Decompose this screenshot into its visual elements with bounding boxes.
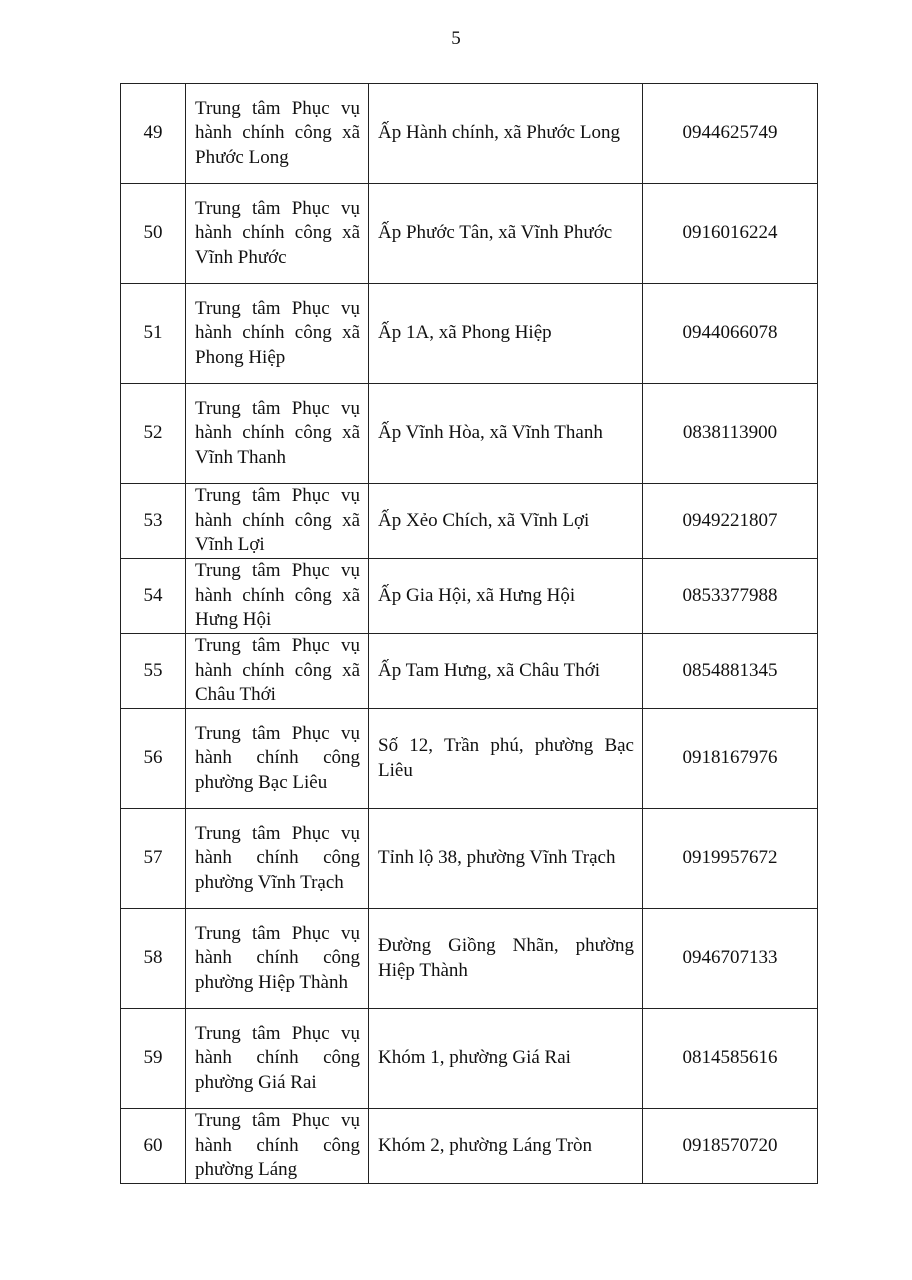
center-name: Trung tâm Phục vụ hành chính công xã Châu Thới	[186, 634, 369, 709]
center-address: Tỉnh lộ 38, phường Vĩnh Trạch	[369, 809, 643, 909]
table-row	[121, 634, 818, 709]
center-name: Trung tâm Phục vụ hành chính công xã Vĩnh Lợi	[186, 484, 369, 559]
center-name: Trung tâm Phục vụ hành chính công xã Vĩnh Thanh	[186, 384, 369, 484]
center-phone: 0814585616	[643, 1009, 818, 1109]
table-row	[121, 284, 818, 384]
center-phone: 0919957672	[643, 809, 818, 909]
center-address: Ấp Tam Hưng, xã Châu Thới	[369, 634, 643, 709]
row-number: 52	[121, 384, 186, 484]
row-number: 51	[121, 284, 186, 384]
center-name: Trung tâm Phục vụ hành chính công phường Láng	[186, 1109, 369, 1184]
table-row	[121, 1009, 818, 1109]
row-number: 55	[121, 634, 186, 709]
center-address: Ấp 1A, xã Phong Hiệp	[369, 284, 643, 384]
center-phone: 0838113900	[643, 384, 818, 484]
center-phone: 0944625749	[643, 84, 818, 184]
center-address: Ấp Vĩnh Hòa, xã Vĩnh Thanh	[369, 384, 643, 484]
center-address: Ấp Hành chính, xã Phước Long	[369, 84, 643, 184]
table-row	[121, 709, 818, 809]
center-phone: 0853377988	[643, 559, 818, 634]
row-number: 57	[121, 809, 186, 909]
center-name: Trung tâm Phục vụ hành chính công phường Hiệp Thành	[186, 909, 369, 1009]
page-number: 5	[451, 28, 461, 49]
center-phone: 0916016224	[643, 184, 818, 284]
center-name: Trung tâm Phục vụ hành chính công phường Giá Rai	[186, 1009, 369, 1109]
center-name: Trung tâm Phục vụ hành chính công xã Vĩnh Phước	[186, 184, 369, 284]
row-number: 53	[121, 484, 186, 559]
center-address: Ấp Xẻo Chích, xã Vĩnh Lợi	[369, 484, 643, 559]
center-address: Đường Giồng Nhãn, phường Hiệp Thành	[369, 909, 643, 1009]
center-name: Trung tâm Phục vụ hành chính công phường Vĩnh Trạch	[186, 809, 369, 909]
table-row	[121, 809, 818, 909]
center-address: Ấp Phước Tân, xã Vĩnh Phước	[369, 184, 643, 284]
center-phone: 0918167976	[643, 709, 818, 809]
row-number: 54	[121, 559, 186, 634]
center-phone: 0918570720	[643, 1109, 818, 1184]
center-phone: 0944066078	[643, 284, 818, 384]
center-name: Trung tâm Phục vụ hành chính công xã Phước Long	[186, 84, 369, 184]
center-phone: 0949221807	[643, 484, 818, 559]
row-number: 56	[121, 709, 186, 809]
row-number: 58	[121, 909, 186, 1009]
row-number: 59	[121, 1009, 186, 1109]
table-row	[121, 484, 818, 559]
row-number: 49	[121, 84, 186, 184]
table-row	[121, 909, 818, 1009]
center-address: Khóm 2, phường Láng Tròn	[369, 1109, 643, 1184]
table-row	[121, 1109, 818, 1184]
center-address: Ấp Gia Hội, xã Hưng Hội	[369, 559, 643, 634]
center-name: Trung tâm Phục vụ hành chính công xã Phong Hiệp	[186, 284, 369, 384]
center-phone: 0946707133	[643, 909, 818, 1009]
row-number: 60	[121, 1109, 186, 1184]
table-row	[121, 559, 818, 634]
center-name: Trung tâm Phục vụ hành chính công xã Hưng Hội	[186, 559, 369, 634]
table-row	[121, 384, 818, 484]
table-row	[121, 84, 818, 184]
service-center-table	[120, 83, 818, 1184]
center-phone: 0854881345	[643, 634, 818, 709]
center-address: Khóm 1, phường Giá Rai	[369, 1009, 643, 1109]
center-address: Số 12, Trần phú, phường Bạc Liêu	[369, 709, 643, 809]
table-row	[121, 184, 818, 284]
row-number: 50	[121, 184, 186, 284]
center-name: Trung tâm Phục vụ hành chính công phường Bạc Liêu	[186, 709, 369, 809]
